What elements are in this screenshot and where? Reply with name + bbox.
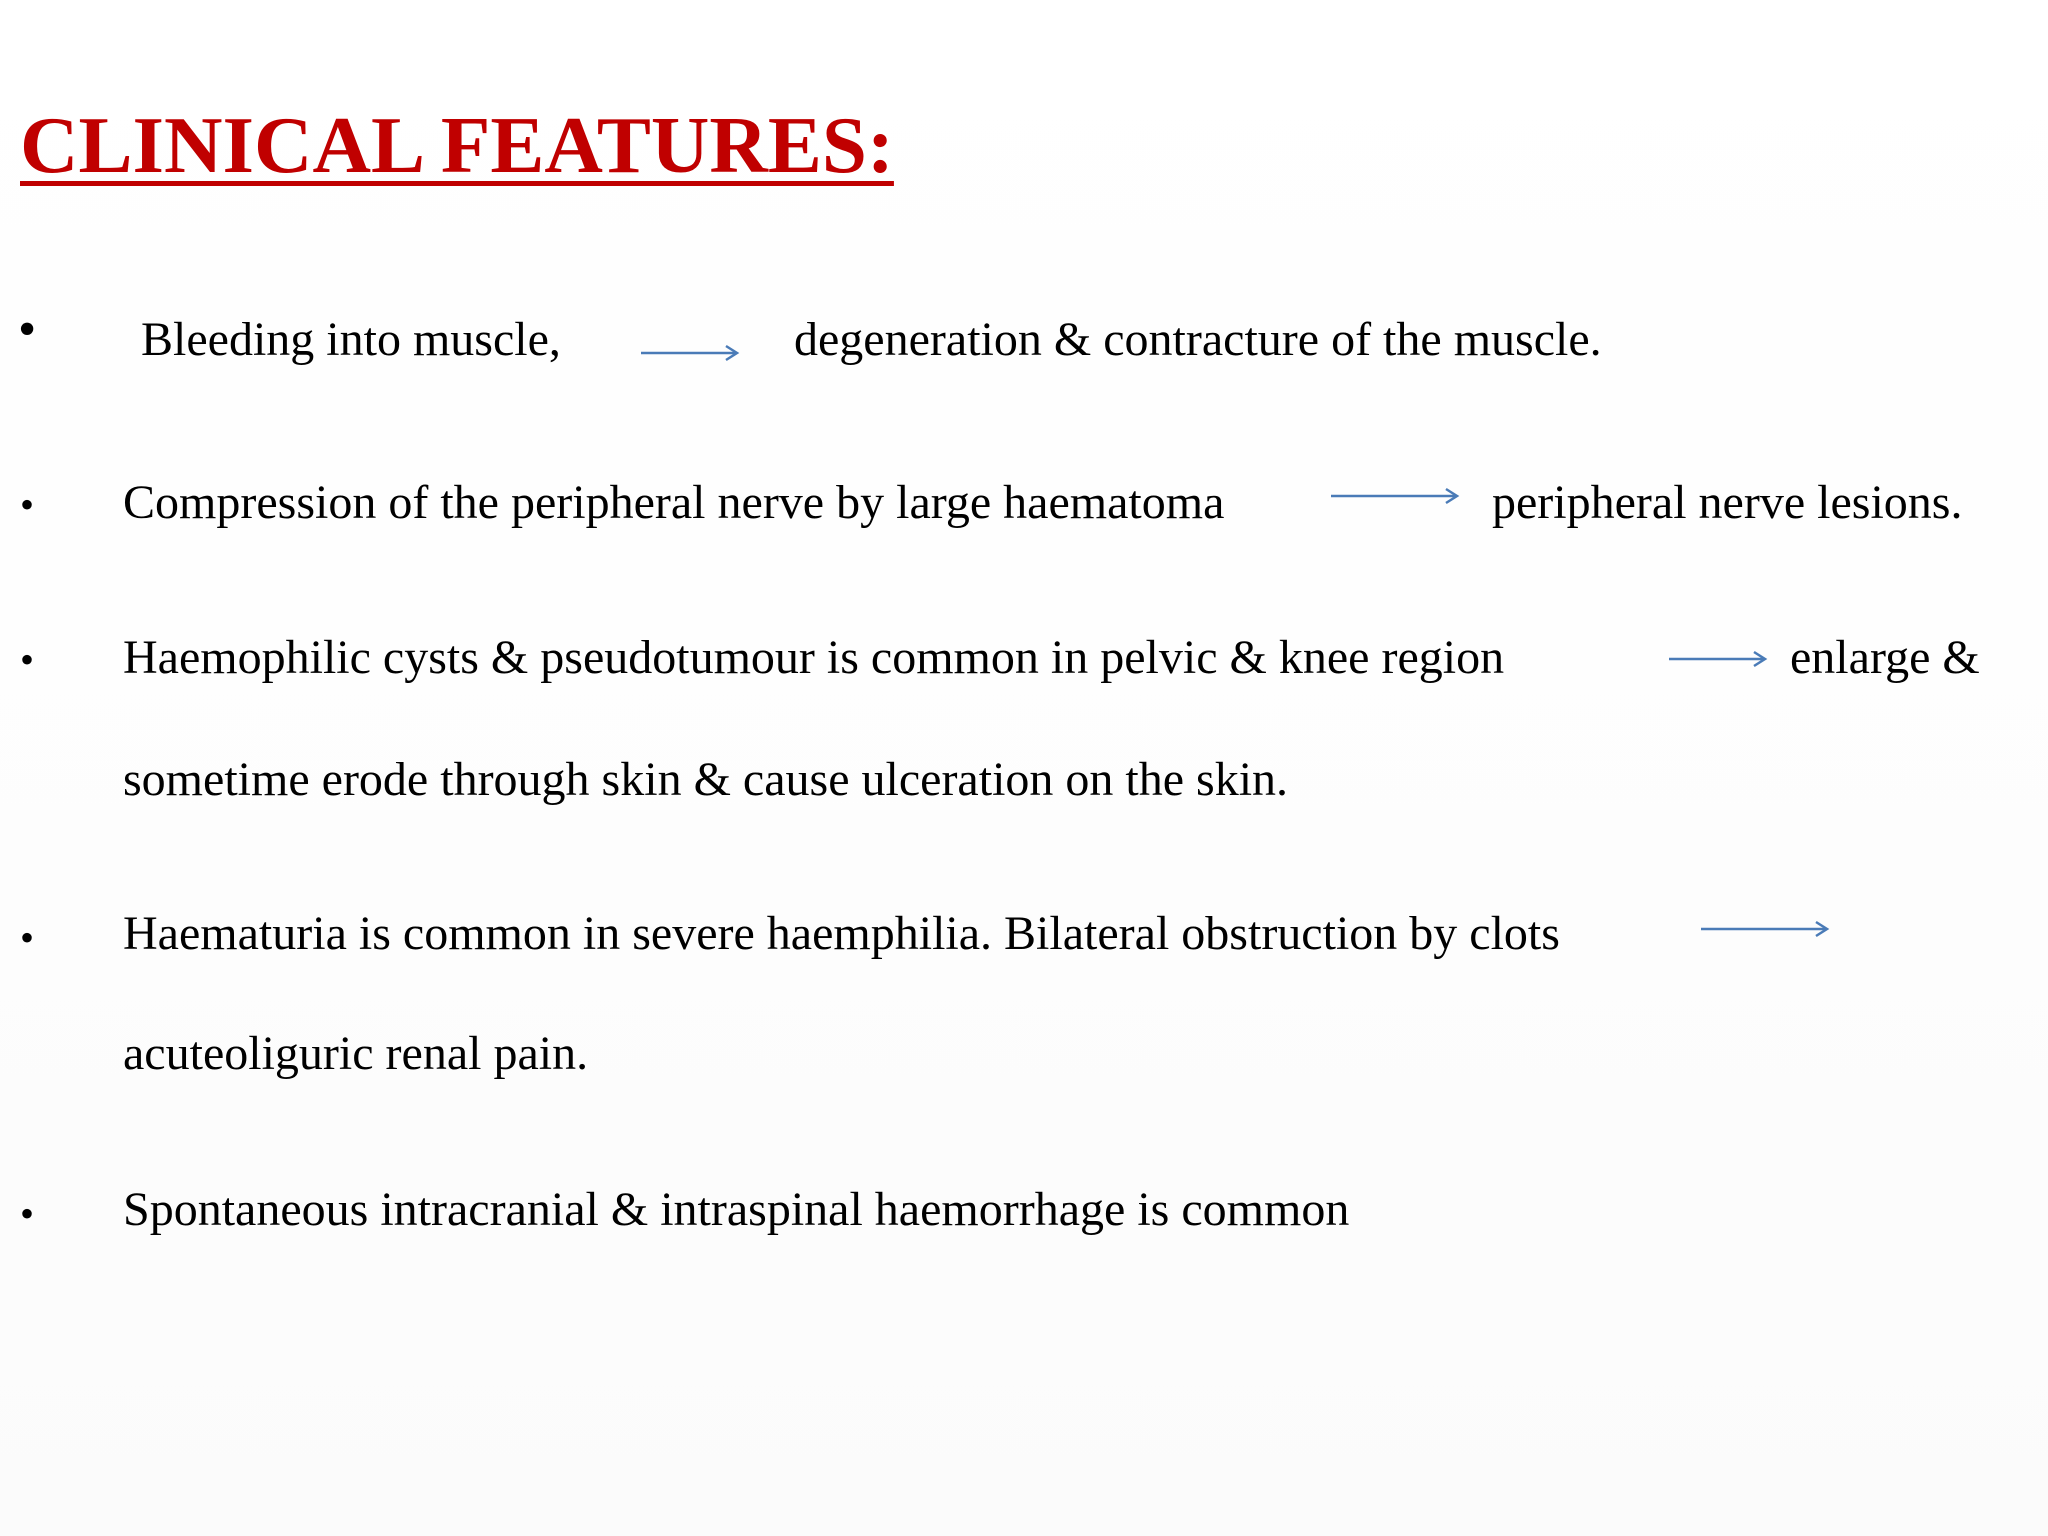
item-3-text-before-arrow: Haemophilic cysts & pseudotumour is common in pelvic & knee region	[123, 631, 1505, 684]
item-4-continuation: acuteoliguric renal pain.	[123, 1027, 589, 1080]
right-arrow-icon	[1700, 919, 1830, 939]
bullet-marker: •	[20, 482, 35, 527]
bullet-marker: •	[20, 637, 35, 682]
item-2-text-before-arrow: Compression of the peripheral nerve by large haematoma	[123, 476, 1225, 529]
item-1-text-before-arrow: Bleeding into muscle,	[141, 313, 561, 366]
item-1-text-after-arrow: degeneration & contracture of the muscle.	[794, 313, 1602, 366]
slide-title: CLINICAL FEATURES:	[20, 100, 894, 190]
right-arrow-icon	[640, 343, 740, 363]
item-3-continuation: sometime erode through skin & cause ulceration on the skin.	[123, 753, 1289, 806]
bullet-marker: •	[18, 301, 37, 358]
item-5-text: Spontaneous intracranial & intraspinal haemorrhage is common	[123, 1183, 1350, 1236]
bullet-marker: •	[20, 915, 35, 960]
item-4-text-before-arrow: Haematuria is common in severe haemphilia. Bilateral obstruction by clots	[123, 907, 1560, 960]
bullet-marker: •	[20, 1191, 35, 1236]
item-3-text-after-arrow: enlarge &	[1790, 631, 1980, 684]
right-arrow-icon	[1668, 649, 1768, 669]
right-arrow-icon	[1330, 486, 1460, 506]
item-2-text-after-arrow: peripheral nerve lesions.	[1492, 476, 1963, 529]
